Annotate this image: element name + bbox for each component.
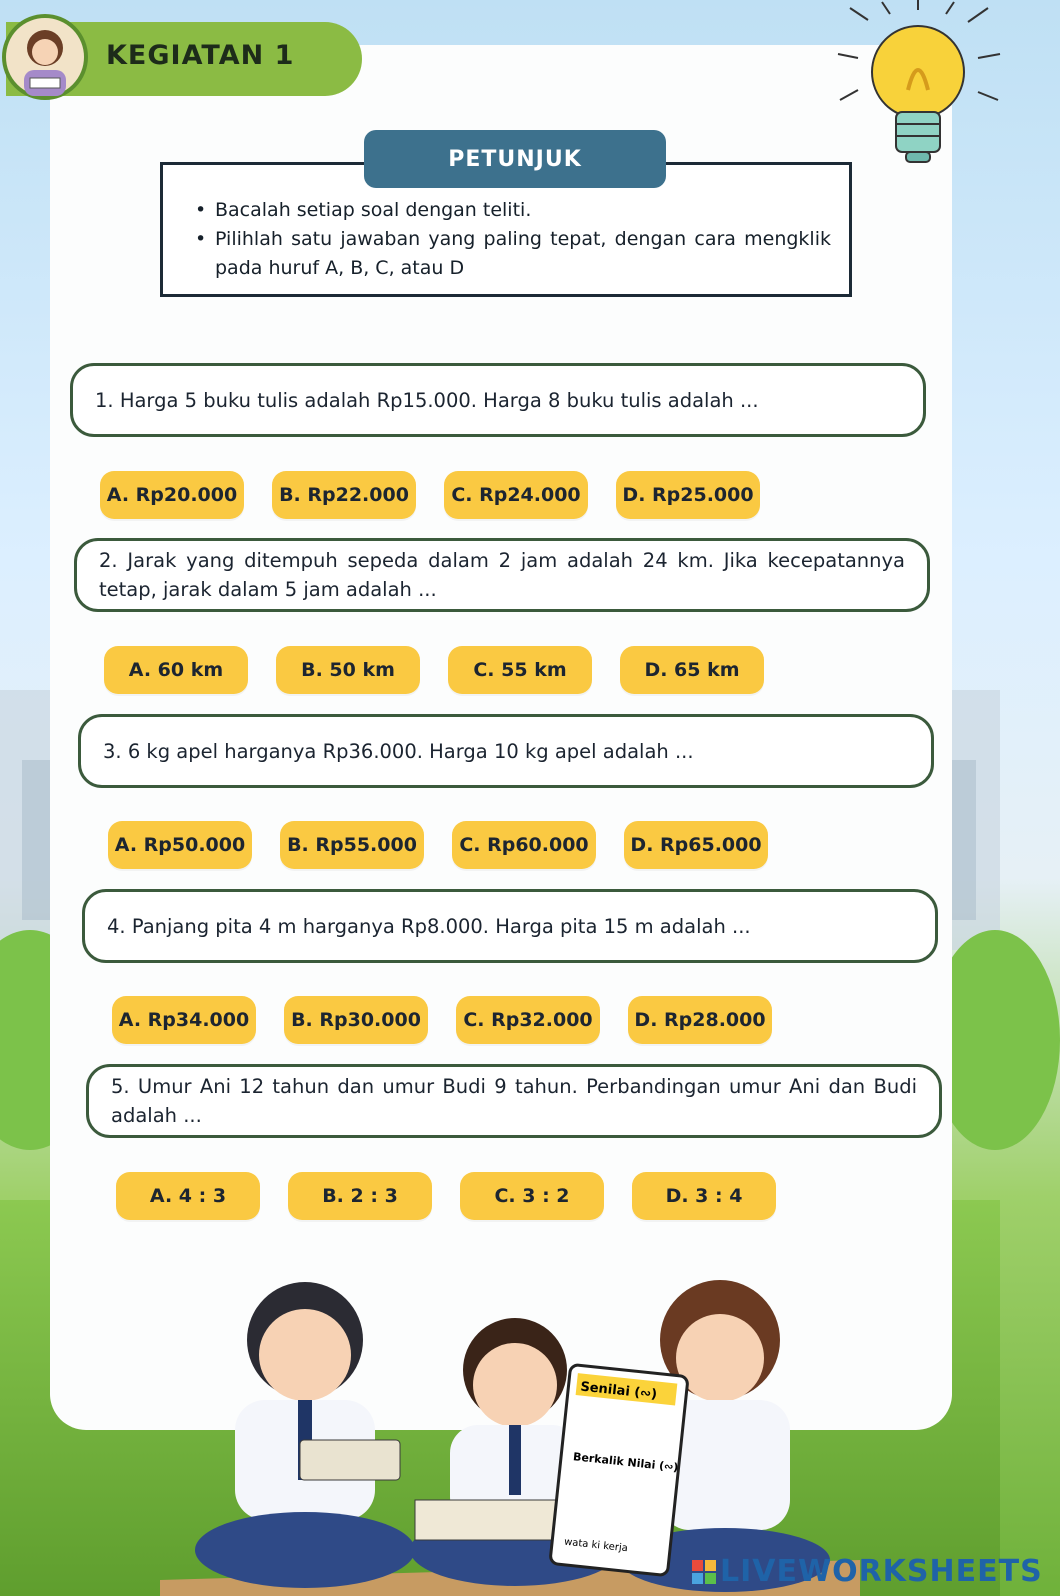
question-4-option-a[interactable]: A. Rp34.000 xyxy=(112,996,256,1044)
question-3-option-c[interactable]: C. Rp60.000 xyxy=(452,821,596,869)
question-2-option-b[interactable]: B. 50 km xyxy=(276,646,420,694)
girl-reading-avatar-icon xyxy=(2,14,88,100)
instructions-list xyxy=(195,196,831,283)
instructions-title: PETUNJUK xyxy=(364,130,666,188)
question-3-option-b[interactable]: B. Rp55.000 xyxy=(280,821,424,869)
question-2-option-c[interactable]: C. 55 km xyxy=(448,646,592,694)
question-5-option-c[interactable]: C. 3 : 2 xyxy=(460,1172,604,1220)
liveworksheets-logo-text: LIVEWORKSHEETS xyxy=(720,1554,1043,1589)
question-5-option-b[interactable]: B. 2 : 3 xyxy=(288,1172,432,1220)
question-1-option-d[interactable]: D. Rp25.000 xyxy=(616,471,760,519)
question-1-text: 1. Harga 5 buku tulis adalah Rp15.000. Harga 8 buku tulis adalah ... xyxy=(95,388,759,412)
question-4-text: 4. Panjang pita 4 m harganya Rp8.000. Harga pita 15 m adalah ... xyxy=(107,914,751,938)
question-1-option-b[interactable]: B. Rp22.000 xyxy=(272,471,416,519)
background-window xyxy=(22,760,52,920)
question-5-option-d[interactable]: D. 3 : 4 xyxy=(632,1172,776,1220)
question-2-option-d[interactable]: D. 65 km xyxy=(620,646,764,694)
question-1-option-a[interactable]: A. Rp20.000 xyxy=(100,471,244,519)
question-5-text: 5. Umur Ani 12 tahun dan umur Budi 9 tahun. Perbandingan umur Ani dan Budi adalah ... xyxy=(111,1075,917,1127)
question-5-box xyxy=(86,1064,942,1138)
board-title: Senilai (∾) xyxy=(579,1379,658,1403)
question-3-box xyxy=(78,714,934,788)
question-4-option-b[interactable]: B. Rp30.000 xyxy=(284,996,428,1044)
question-3-text: 3. 6 kg apel harganya Rp36.000. Harga 10 kg apel adalah ... xyxy=(103,739,694,763)
question-1-box xyxy=(70,363,926,437)
question-4-option-d[interactable]: D. Rp28.000 xyxy=(628,996,772,1044)
question-3-option-a[interactable]: A. Rp50.000 xyxy=(108,821,252,869)
instruction-item: • Bacalah setiap soal dengan teliti. xyxy=(195,196,831,225)
board-subtitle: Berkalik Nilai (∾) xyxy=(572,1450,679,1475)
question-2-text: 2. Jarak yang ditempuh sepeda dalam 2 jam adalah 24 km. Jika kecepatannya tetap, jarak dalam 5 jam adalah ... xyxy=(99,549,905,601)
question-2-option-a[interactable]: A. 60 km xyxy=(104,646,248,694)
activity-title: KEGIATAN 1 xyxy=(106,40,295,71)
students-studying-illustration xyxy=(160,1260,860,1596)
question-1-option-c[interactable]: C. Rp24.000 xyxy=(444,471,588,519)
question-2-box xyxy=(74,538,930,612)
question-3-option-d[interactable]: D. Rp65.000 xyxy=(624,821,768,869)
question-4-box xyxy=(82,889,938,963)
question-4-option-c[interactable]: C. Rp32.000 xyxy=(456,996,600,1044)
question-5-option-a[interactable]: A. 4 : 3 xyxy=(116,1172,260,1220)
instruction-item: • Pilihlah satu jawaban yang paling tepat, dengan cara mengklik pada huruf A, B, C, atau D xyxy=(195,225,831,283)
lightbulb-icon xyxy=(838,0,1000,180)
liveworksheets-logo-icon xyxy=(692,1560,716,1584)
board-footer: wata ki kerja xyxy=(563,1536,629,1555)
